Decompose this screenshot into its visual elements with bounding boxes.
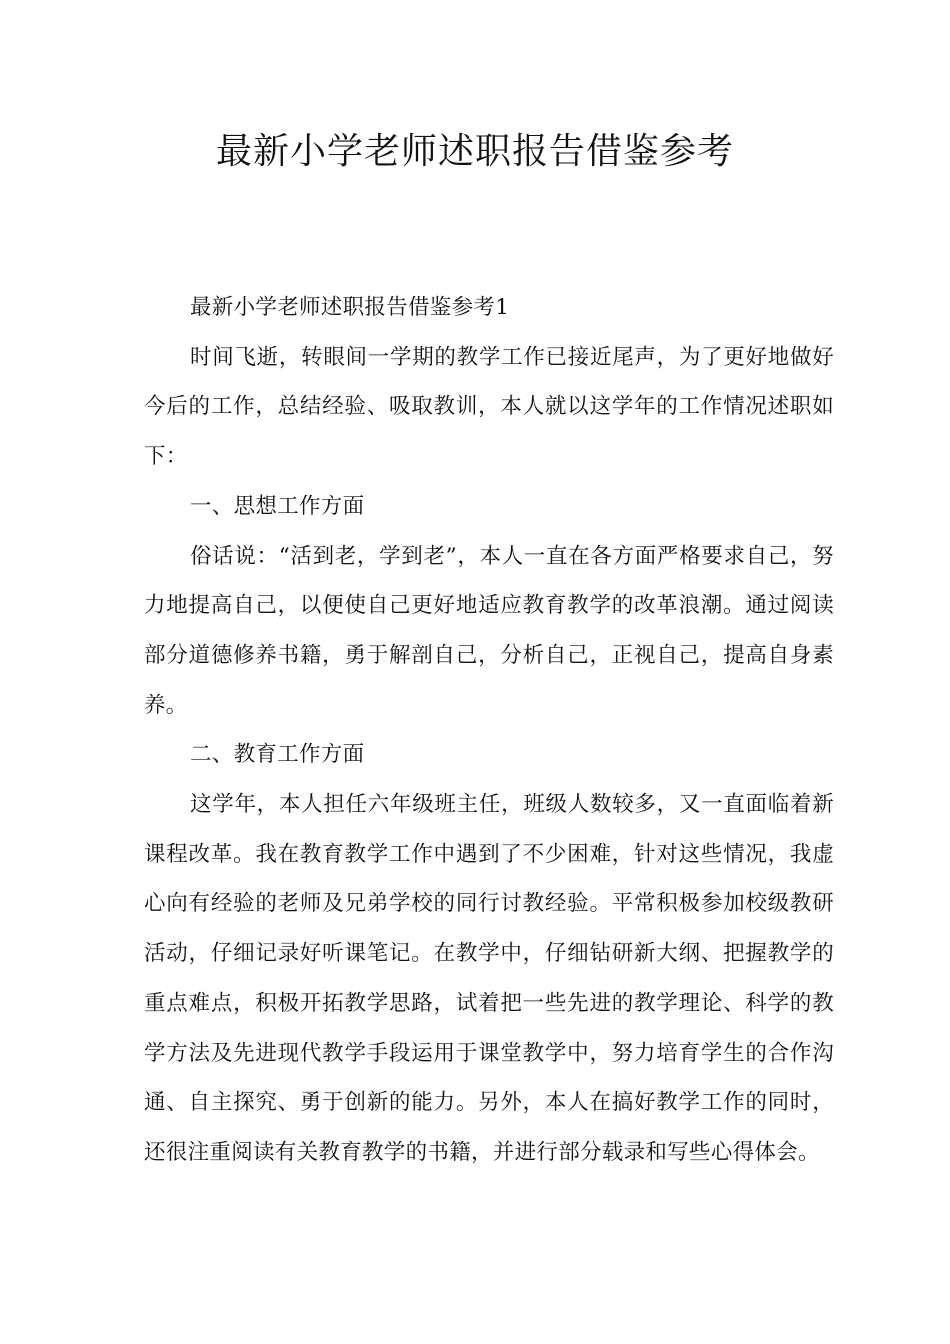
thought-paragraph: 俗话说：“活到老，学到老”，本人一直在各方面严格要求自己，努力地提高自己，以便使自己更好地适应教育教学的改革浪潮。通过阅读部分道德修养书籍，勇于解剖自己，分析自己，正视自己，提高自身素养。 [144,543,834,718]
section-heading-1: 最新小学老师述职报告借鉴参考1 [190,295,510,320]
education-paragraph: 这学年，本人担任六年级班主任，班级人数较多，又一直面临着新课程改革。我在教育教学工作中遇到了不少困难，针对这些情况，我虚心向有经验的老师及兄弟学校的同行讨教经验。平常积极参加校级教研活动，仔细记录好听课笔记。在教学中，仔细钻研新大纲、把握教学的重点难点，积极开拓教学思路，试着把一些先进的教学理论、科学的教学方法及先进现代教学手段运用于课堂教学中，努力培育学生的合作沟通、自主探究、勇于创新的能力。另外，本人在搞好教学工作的同时，还很注重阅读有关教育教学的书籍，并进行部分载录和写些心得体会。 [144,792,834,1165]
section-heading-thought: 一、思想工作方面 [190,493,365,519]
section-heading-education: 二、教育工作方面 [190,742,365,768]
intro-paragraph: 时间飞逝，转眼间一学期的教学工作已接近尾声，为了更好地做好今后的工作，总结经验、吸取教训，本人就以这学年的工作情况述职如下： [144,344,834,470]
document-title: 最新小学老师述职报告借鉴参考 [215,131,734,172]
document-body [144,283,834,1178]
